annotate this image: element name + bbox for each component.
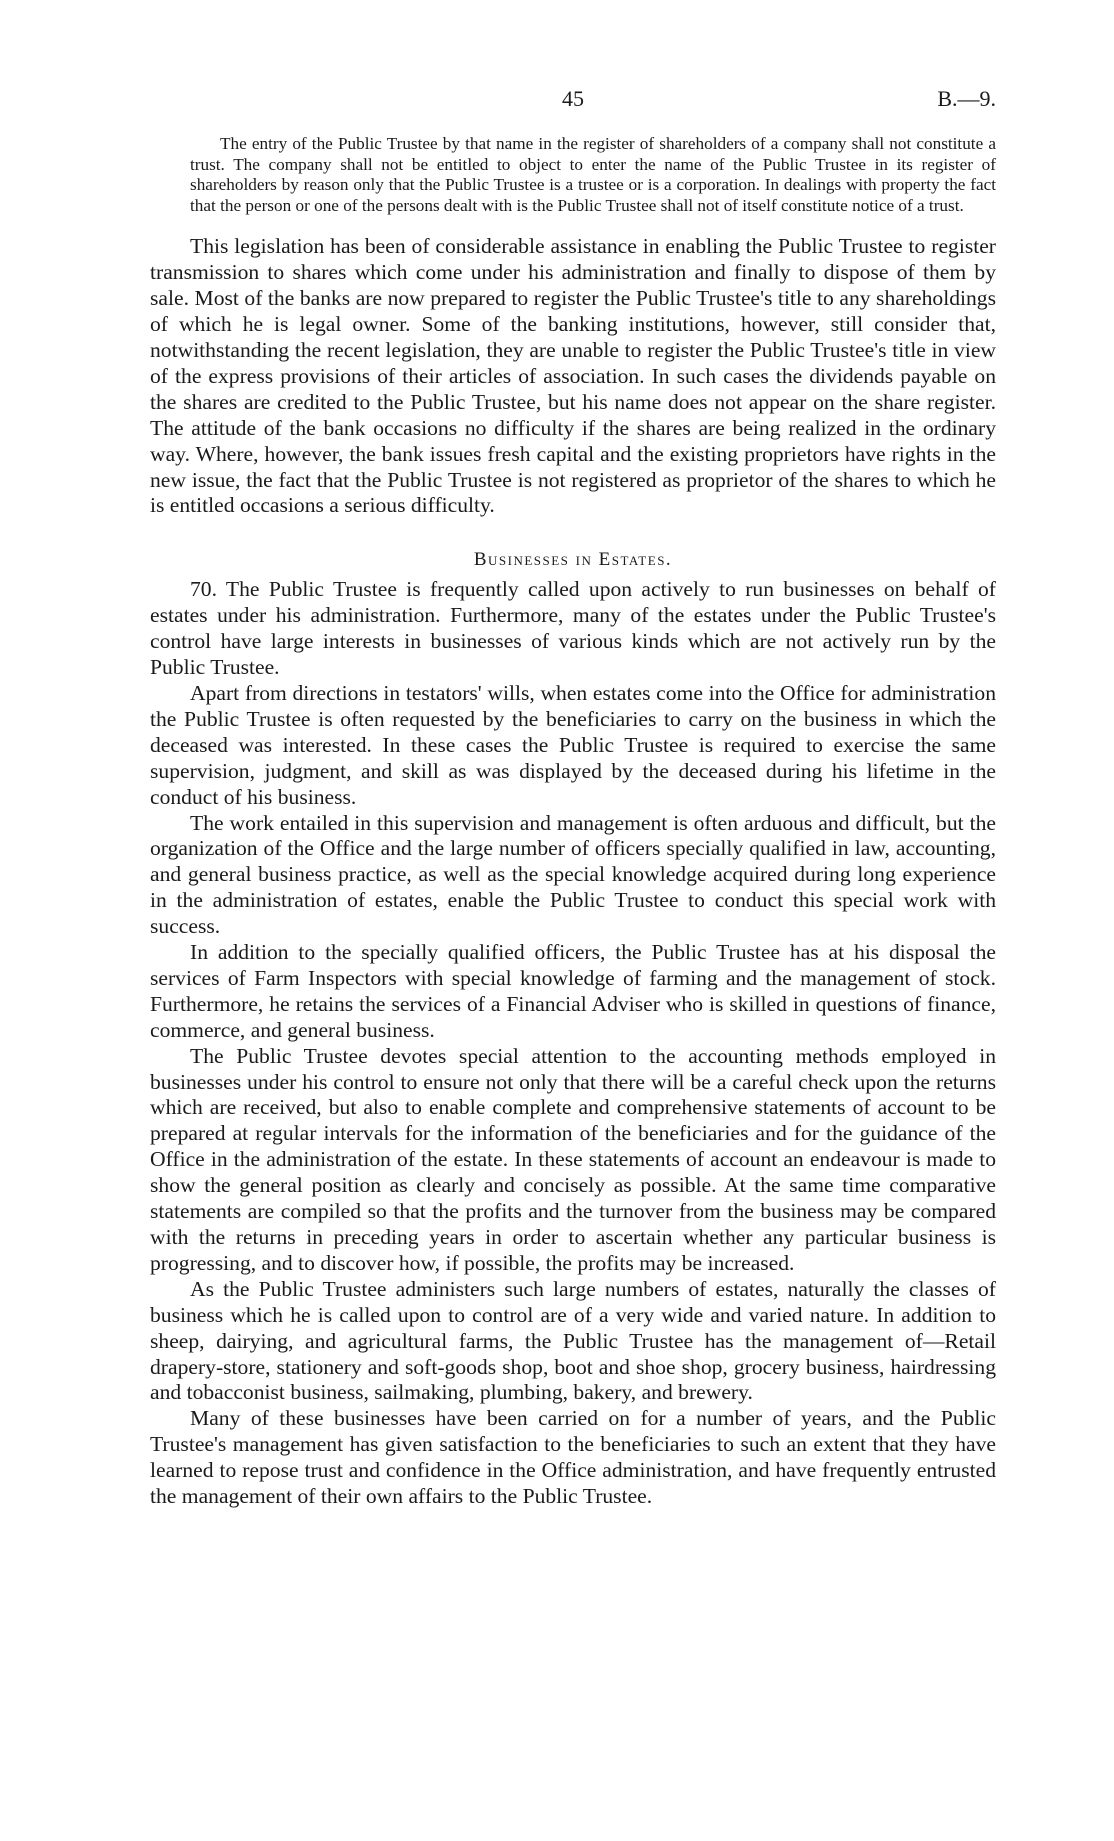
section-heading: Businesses in Estates.: [473, 549, 673, 571]
section-paragraph: The Public Trustee devotes special attention to the accounting methods employed in businesses under his control to ensure not only that there will be a careful check upon the returns which are received, but also to enable complete and comprehensive statements of account to be prepared at regular intervals for the information of the beneficiaries and for the guidance of the Office in the administration of the estate. In these statements of account an endeavour is made to show the general position as clearly and concisely as possible. At the same time comparative statements are compiled so that the profits and the turnover from the business may be compared with the returns in preceding years in order to ascertain whether any particular business is progressing, and to discover how, if possible, the profits may be increased.: [150, 1043, 996, 1275]
page-number: 45: [562, 86, 584, 111]
document-page: [150, 86, 996, 1510]
section-paragraph: Many of these businesses have been carried on for a number of years, and the Public Trustee's management has given satisfaction to the beneficiaries to such an extent that they have learned to repose trust and confidence in the Office administration, and have frequently entrusted the management of their own affairs to the Public Trustee.: [150, 1406, 996, 1509]
section-paragraph: The work entailed in this supervision and management is often arduous and difficult, but the organization of the Office and the large number of officers specially qualified in law, accounting, and general business practice, as well as the special knowledge acquired during long experience in the administration of estates, enable the Public Trustee to conduct this special work with success.: [150, 810, 996, 939]
section-paragraph: 70. The Public Trustee is frequently called upon actively to run businesses on behalf of estates under his administration. Furthermore, many of the estates under the Public Trustee's control have large interests in businesses of various kinds which are not actively run by the Public Trustee.: [150, 577, 996, 680]
section-paragraph: Apart from directions in testators' wills, when estates come into the Office for administration the Public Trustee is often requested by the beneficiaries to carry on the business in which the deceased was interested. In these cases the Public Trustee is required to exercise the same supervision, judgment, and skill as was displayed by the deceased during his lifetime in the conduct of his business.: [150, 680, 996, 809]
section-paragraph: As the Public Trustee administers such large numbers of estates, naturally the classes of business which he is called upon to control are of a very wide and varied nature. In addition to sheep, dairying, and agricultural farms, the Public Trustee has the management of—Retail drapery-store, stationery and soft-goods shop, boot and shoe shop, grocery business, hairdressing and tobacconist business, sailmaking, plumbing, bakery, and brewery.: [150, 1276, 996, 1405]
section-paragraph: In addition to the specially qualified officers, the Public Trustee has at his disposal the services of Farm Inspectors with special knowledge of farming and the management of stock. Furthermore, he retains the services of a Financial Adviser who is skilled in questions of finance, commerce, and general business.: [150, 940, 996, 1042]
page-header: [150, 86, 996, 122]
quoted-legislation: The entry of the Public Trustee by that name in the register of shareholders of a company shall not constitute a trust. The company shall not be entitled to object to enter the name of the Public Trustee in its register of shareholders by reason only that the Public Trustee is a trustee or is a corporation. In dealings with property the fact that the person or one of the persons dealt with is the Public Trustee shall not of itself constitute notice of a trust.: [190, 134, 996, 215]
intro-paragraph: This legislation has been of considerable assistance in enabling the Public Trustee to register transmission to shares which come under his administration and finally to dispose of them by sale. Most of the banks are now prepared to register the Public Trustee's title to any shareholdings of which he is legal owner. Some of the banking institutions, however, still consider that, notwithstanding the recent legislation, they are unable to register the Public Trustee's title in view of the express provisions of their articles of association. In such cases the dividends payable on the shares are credited to the Public Trustee, but his name does not appear on the share register. The attitude of the bank occasions no difficulty if the shares are being realized in the ordinary way. Where, however, the bank issues fresh capital and the existing proprietors have rights in the new issue, the fact that the Public Trustee is not registered as proprietor of the shares to which he is entitled occasions a serious difficulty.: [150, 234, 996, 518]
document-reference: B.—9.: [937, 86, 996, 111]
